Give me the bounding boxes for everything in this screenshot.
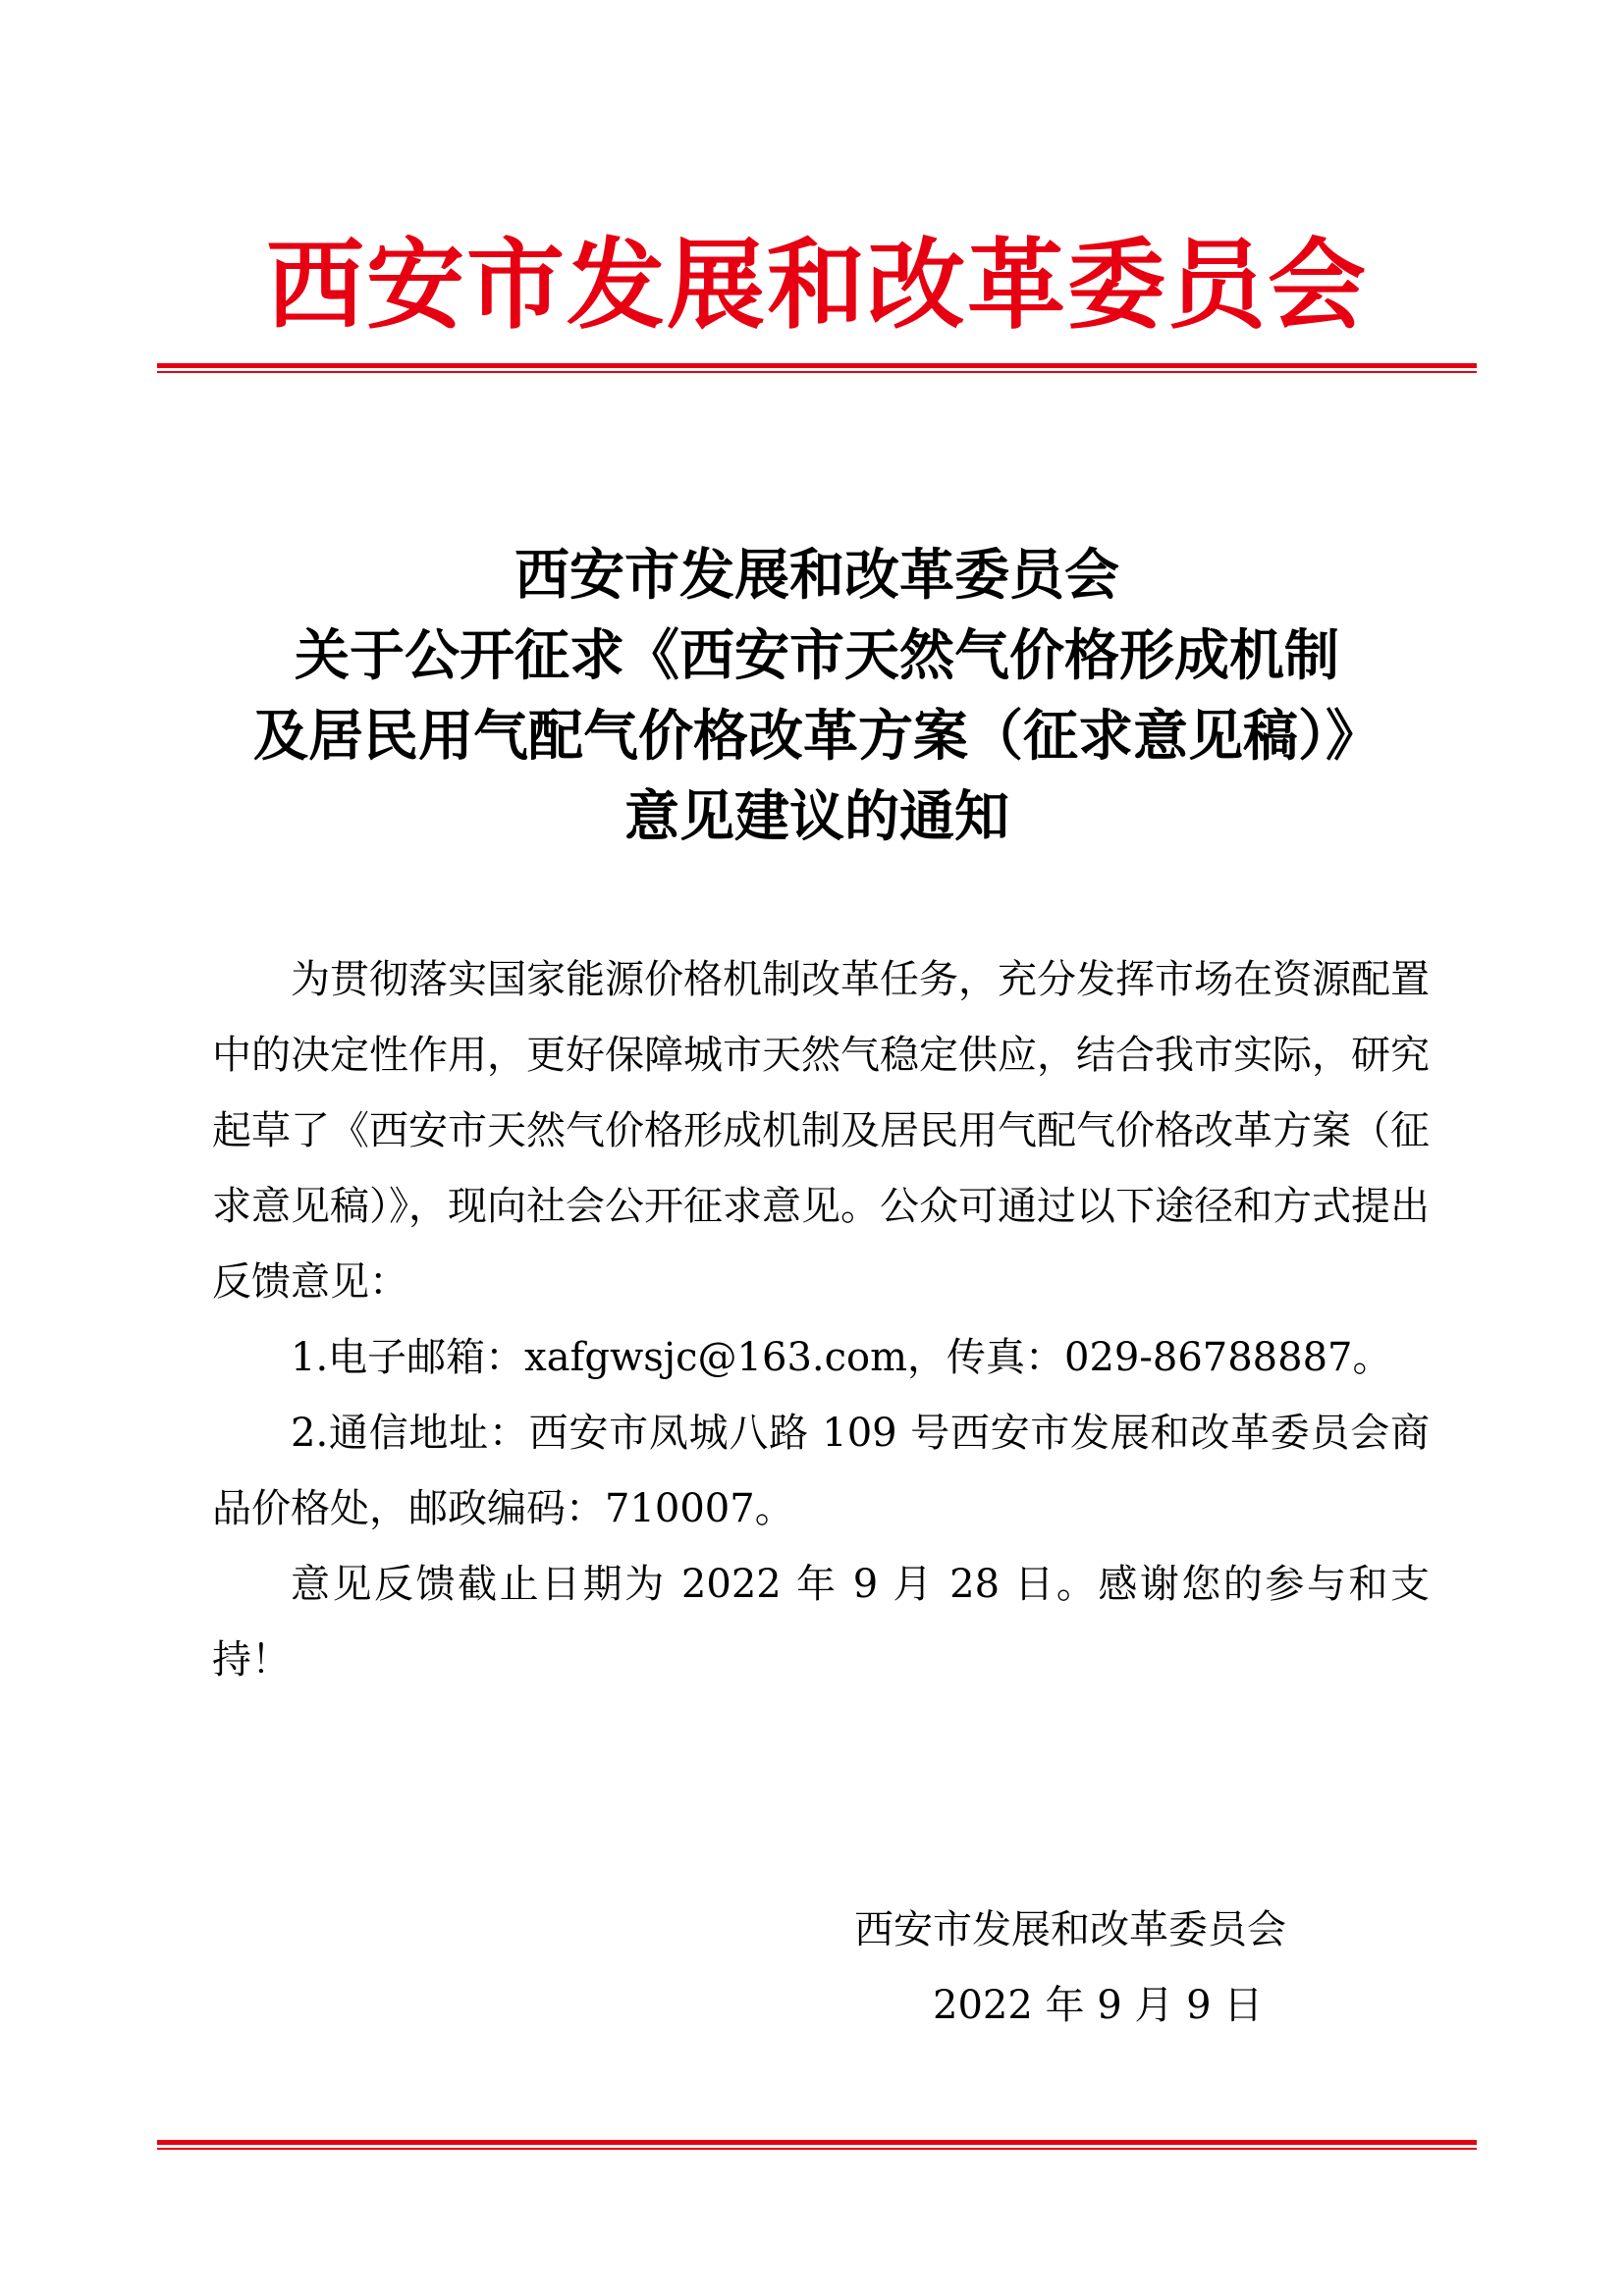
- masthead-title: 西安市发展和改革委员会: [266, 227, 1368, 343]
- title-line: 意见建议的通知: [624, 784, 1009, 849]
- title-line: 关于公开征求《西安市天然气价格形成机制: [295, 623, 1339, 688]
- body-paragraph-deadline: 意见反馈截止日期为 2022 年 9 月 28 日。感谢您的参与和支持！: [212, 1562, 1430, 1682]
- document-body: [212, 942, 1430, 1698]
- document-title: [157, 535, 1477, 857]
- masthead-divider: [157, 363, 1477, 375]
- divider-thin-line: [157, 371, 1477, 373]
- signature-block: [854, 1893, 1365, 2044]
- title-line: 西安市发展和改革委员会: [514, 543, 1119, 608]
- signature-organization: 西安市发展和改革委员会: [854, 1907, 1286, 1952]
- divider-thin-line: [157, 2148, 1477, 2150]
- body-paragraph-email-fax: 1.电子邮箱：xafgwsjc@163.com，传真：029-86788887。: [291, 1335, 1392, 1380]
- divider-thick-line: [157, 363, 1477, 368]
- divider-thick-line: [157, 2140, 1477, 2145]
- body-paragraph-address: 2.通信地址：西安市凤城八路 109 号西安市发展和改革委员会商品价格处，邮政编码：710007。: [212, 1411, 1430, 1531]
- signature-date: 2022 年 9 月 9 日: [933, 1983, 1264, 2028]
- footer-divider: [157, 2140, 1477, 2152]
- body-paragraph-intro: 为贯彻落实国家能源价格机制改革任务，充分发挥市场在资源配置中的决定性作用，更好保障城市天然气稳定供应，结合我市实际，研究起草了《西安市天然气价格形成机制及居民用气配气价格改革方案（征求意见稿）》，现向社会公开征求意见。公众可通过以下途径和方式提出反馈意见：: [212, 957, 1430, 1305]
- title-line: 及居民用气配气价格改革方案（征求意见稿）》: [253, 704, 1380, 769]
